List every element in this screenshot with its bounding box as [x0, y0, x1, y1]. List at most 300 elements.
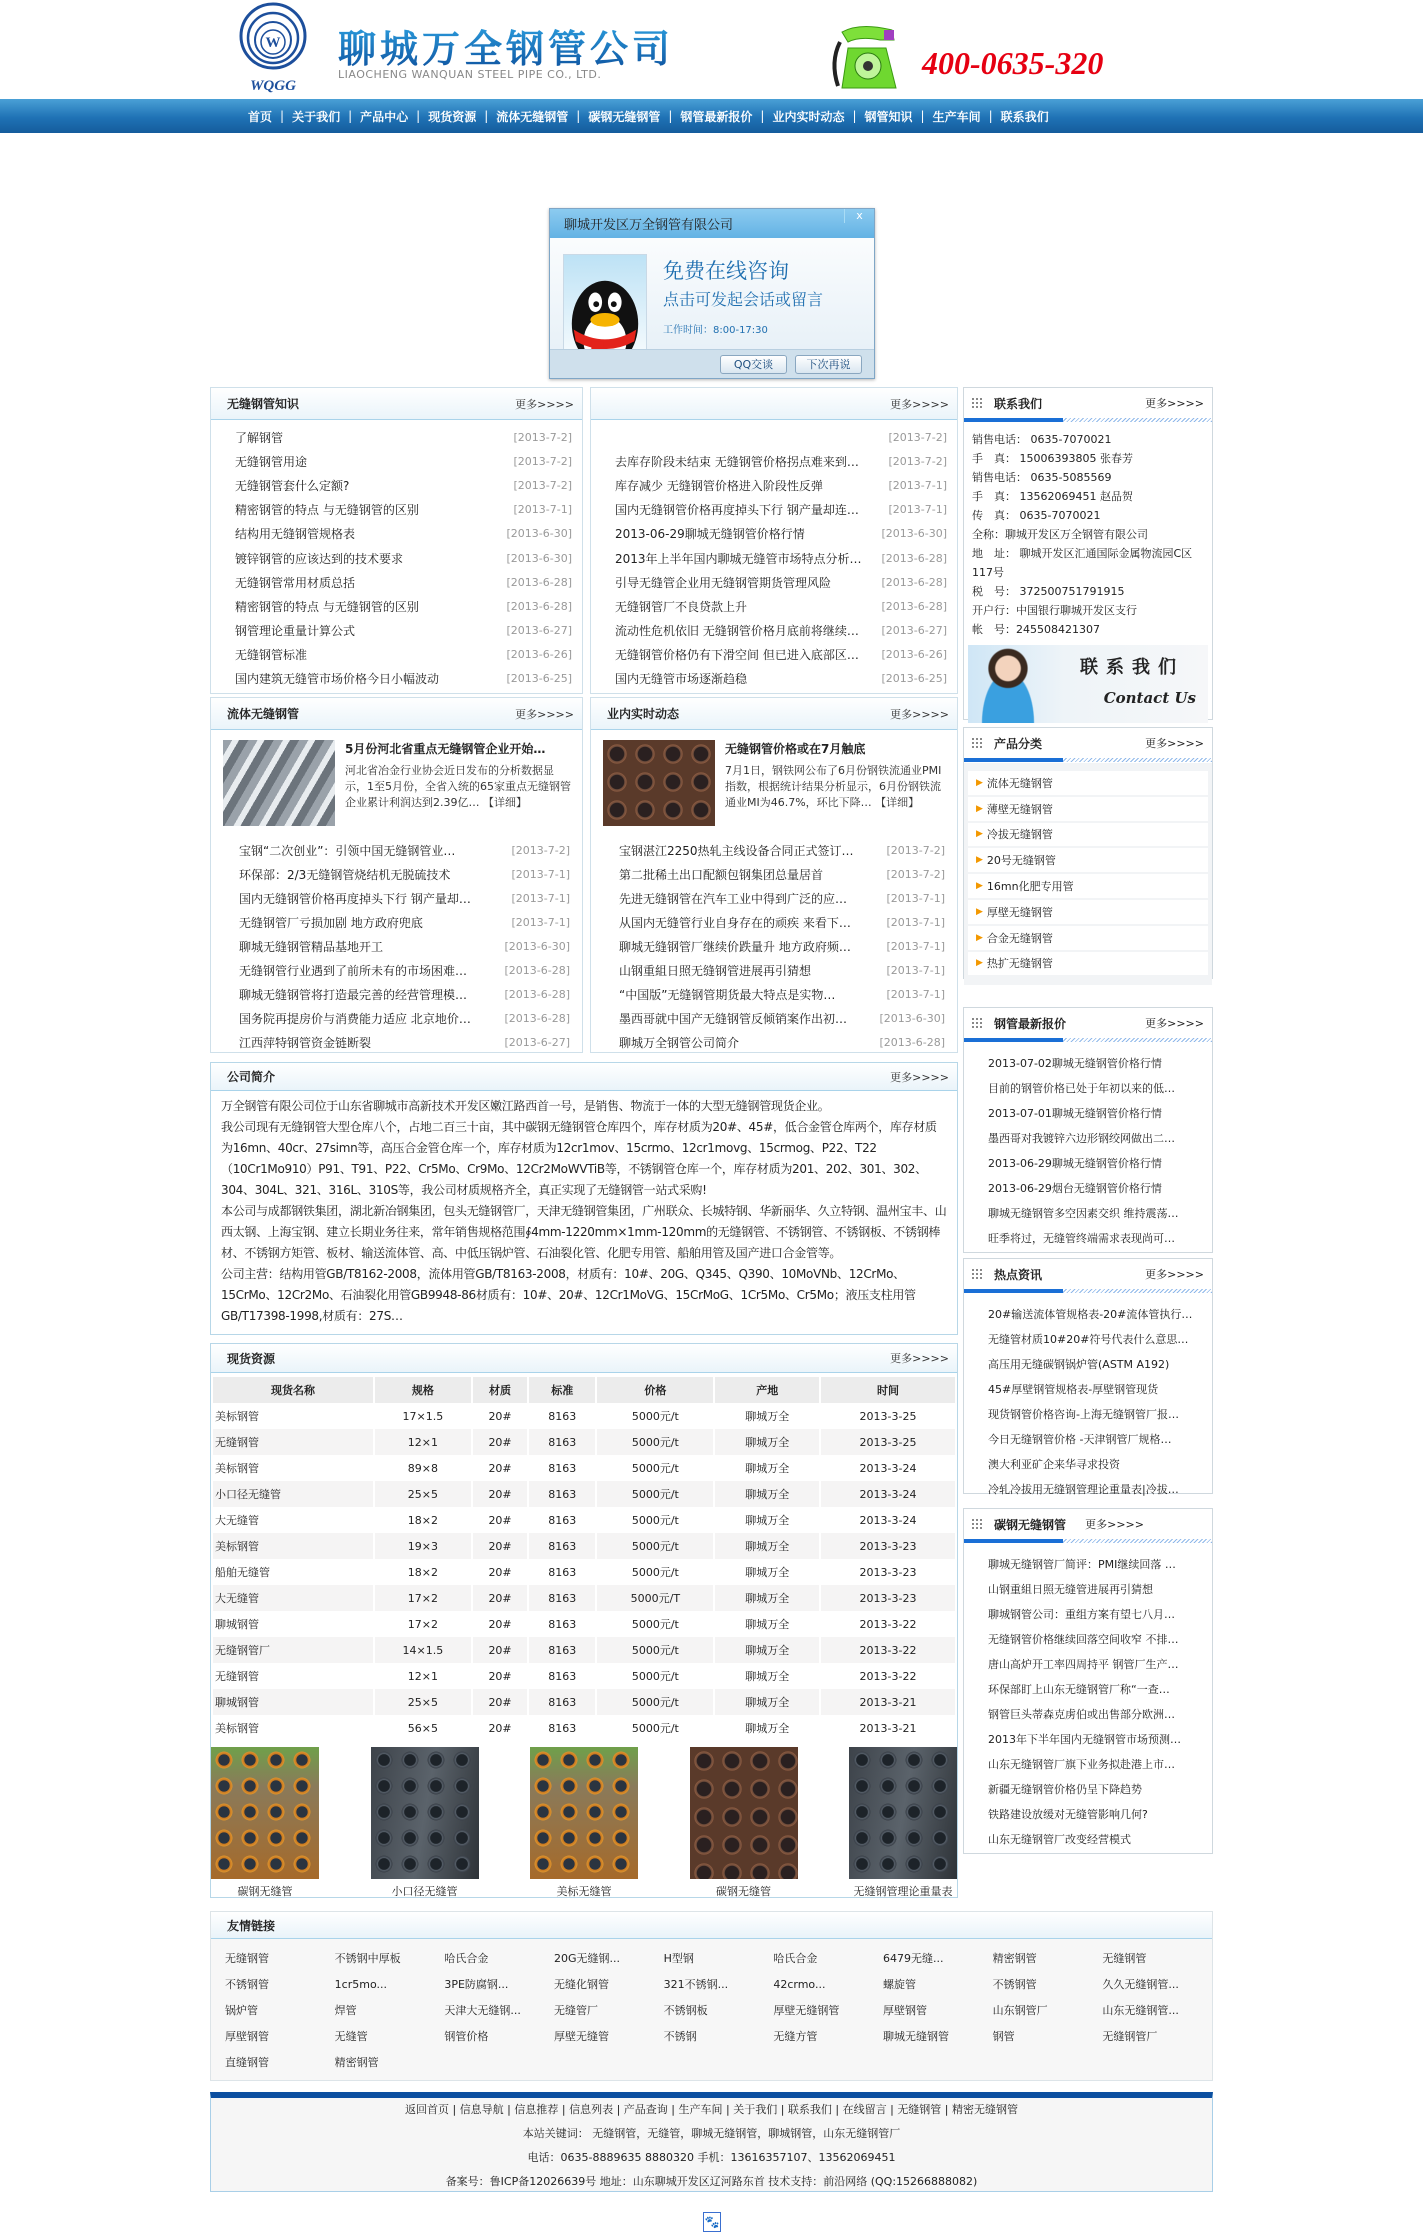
- list-item[interactable]: 山东无缝钢管厂旗下业务拟赴港上市…: [988, 1757, 1175, 1771]
- list-item[interactable]: [591, 886, 957, 910]
- featured-image[interactable]: [223, 740, 335, 826]
- table-cell: 聊城钢管: [215, 1618, 259, 1631]
- item-title[interactable]: 墨西哥就中国产无缝钢管反倾销案作出初…: [619, 1011, 848, 1026]
- category-item[interactable]: [968, 874, 1208, 898]
- box-title: 钢管最新报价: [994, 1016, 1067, 1031]
- item-title[interactable]: 聊城万全钢管公司简介: [619, 1035, 740, 1050]
- nav-item[interactable]: 现货资源: [428, 109, 477, 124]
- table-cell: 5000元/t: [631, 1566, 679, 1579]
- friend-link[interactable]: 哈氏合金: [773, 1952, 818, 1965]
- gallery-item[interactable]: [530, 1747, 638, 1899]
- category-item[interactable]: [968, 926, 1208, 950]
- more-link[interactable]: 更多>>>>: [515, 397, 574, 411]
- item-date: [2013-6-27]: [504, 1035, 570, 1049]
- category-label[interactable]: 合金无缝钢管: [986, 931, 1053, 945]
- stock-box: [210, 1343, 958, 1898]
- friend-link[interactable]: 321不锈钢...: [663, 1978, 729, 1991]
- product-image[interactable]: [211, 1747, 319, 1879]
- list-item[interactable]: [591, 862, 957, 886]
- table-row[interactable]: [213, 1507, 955, 1533]
- friend-link[interactable]: H型钢: [663, 1952, 694, 1965]
- contact-line: 税 号： 372500751791915: [972, 585, 1125, 598]
- list-item[interactable]: 高压用无缝碳钢锅炉管(ASTM A192): [988, 1357, 1170, 1371]
- footer-separator: |: [777, 2103, 788, 2116]
- more-link[interactable]: 更多>>>>: [1145, 397, 1204, 410]
- friend-link[interactable]: 锅炉管: [225, 2004, 258, 2017]
- list-item[interactable]: 聊城无缝钢管厂简评：PMI继续回落 …: [988, 1557, 1176, 1571]
- table-cell: 8163: [548, 1461, 577, 1475]
- product-image[interactable]: [690, 1747, 798, 1879]
- friend-link[interactable]: 焊管: [334, 2004, 357, 2017]
- friend-link[interactable]: 精密钢管: [992, 1952, 1037, 1965]
- item-title[interactable]: 无缝钢管用途: [235, 454, 308, 469]
- table-cell: 2013-3-21: [859, 1721, 917, 1735]
- item-title[interactable]: 无缝钢管价格仍有下滑空间 但已进入底部区…: [615, 648, 859, 663]
- gallery-caption[interactable]: 小口径无缝管: [391, 1885, 458, 1898]
- grid-icon: [972, 398, 982, 408]
- list-item[interactable]: [211, 643, 582, 667]
- friend-link[interactable]: 无缝钢管: [1102, 1952, 1147, 1965]
- nav-item[interactable]: 钢管最新报价: [680, 109, 753, 124]
- list-item[interactable]: [211, 449, 582, 473]
- nav-item[interactable]: 业内实时动态: [772, 109, 845, 124]
- item-title[interactable]: 钢管理论重量计算公式: [235, 624, 356, 639]
- list-item[interactable]: [591, 498, 957, 522]
- item-title[interactable]: 结构用无缝钢管规格表: [235, 527, 356, 542]
- list-item[interactable]: 2013-07-02聊城无缝钢管价格行情: [988, 1056, 1162, 1070]
- item-title[interactable]: 了解钢管: [235, 430, 284, 445]
- list-item[interactable]: 无缝钢管价格继续回落空间收窄 不排…: [988, 1632, 1179, 1646]
- list-item[interactable]: 澳大利亚矿企来华寻求投资: [988, 1457, 1120, 1471]
- list-item[interactable]: 环保部盯上山东无缝钢管厂称“一查…: [988, 1682, 1170, 1696]
- list-item[interactable]: 旺季将过，无缝管终端需求表现尚可…: [988, 1231, 1175, 1245]
- qq-chat-button[interactable]: QQ交谈: [720, 355, 787, 374]
- contact-box: [963, 387, 1213, 720]
- nav-item[interactable]: 首页: [248, 109, 273, 124]
- friend-link[interactable]: 无缝化钢管: [553, 1978, 609, 1991]
- table-cell: 8163: [529, 1429, 595, 1455]
- more-link[interactable]: 更多>>>>: [1085, 1518, 1144, 1531]
- fluid-pipe-box: [210, 697, 583, 1053]
- table-cell: 20#: [473, 1585, 528, 1611]
- table-row[interactable]: [213, 1715, 955, 1741]
- footer-link[interactable]: 联系我们: [787, 2103, 832, 2116]
- list-item[interactable]: [591, 594, 957, 618]
- friend-link[interactable]: 精密钢管: [334, 2056, 379, 2069]
- more-link[interactable]: 更多>>>>: [890, 707, 949, 721]
- product-image[interactable]: [530, 1747, 638, 1879]
- detail-link[interactable]: 【详细】: [875, 796, 920, 809]
- contact-line: 帐 号：245508421307: [972, 623, 1100, 636]
- friend-link[interactable]: 不锈钢: [663, 2030, 697, 2043]
- more-link[interactable]: 更多>>>>: [890, 397, 949, 411]
- list-item[interactable]: 唐山高炉开工率四周持平 钢管厂生产…: [988, 1657, 1179, 1671]
- footer-link[interactable]: 返回首页: [404, 2103, 449, 2116]
- more-link[interactable]: 更多>>>>: [515, 707, 574, 721]
- list-item[interactable]: [211, 667, 582, 691]
- arrow-icon: ▶: [976, 906, 983, 917]
- list-item[interactable]: [591, 982, 957, 1006]
- featured-title[interactable]: 5月份河北省重点无缝钢管企业开始…: [345, 742, 546, 756]
- list-item[interactable]: 无缝管材质10#20#符号代表什么意思…: [988, 1332, 1189, 1346]
- table-cell: 18×2: [407, 1513, 438, 1527]
- friend-link[interactable]: 3PE防腐钢...: [444, 1978, 509, 1991]
- list-item[interactable]: 目前的钢管价格已处于年初以来的低…: [988, 1081, 1175, 1095]
- item-title[interactable]: 从国内无缝管行业自身存在的顽疾 来看下…: [619, 915, 851, 930]
- item-date: [2013-7-1]: [511, 915, 570, 929]
- footer-separator: |: [722, 2103, 734, 2116]
- list-item[interactable]: [211, 1030, 582, 1054]
- list-item[interactable]: [591, 934, 957, 958]
- list-item[interactable]: 45#厚壁钢管规格表-厚壁钢管现货: [988, 1382, 1159, 1396]
- table-cell: 美标钢管: [215, 1462, 259, 1475]
- category-label[interactable]: 热扩无缝钢管: [986, 957, 1053, 971]
- later-button[interactable]: 下次再说: [795, 355, 862, 374]
- item-title[interactable]: 精密钢管的特点 与无缝钢管的区别: [235, 599, 419, 614]
- table-cell: 20#: [488, 1409, 512, 1423]
- featured-image[interactable]: [603, 740, 715, 826]
- friend-link[interactable]: 厚壁无缝管: [553, 2030, 609, 2043]
- item-date: [2013-6-26]: [881, 648, 947, 662]
- item-title[interactable]: 聊城无缝钢管将打造最完善的经营管理模…: [239, 987, 468, 1002]
- item-title[interactable]: 精密钢管的特点 与无缝钢管的区别: [235, 503, 419, 518]
- nav-item[interactable]: 产品中心: [360, 109, 409, 124]
- gallery-caption[interactable]: 碳钢无缝管: [237, 1885, 293, 1898]
- list-item[interactable]: [591, 425, 957, 449]
- table-cell: 聊城万全: [715, 1585, 819, 1611]
- contact-banner[interactable]: [968, 645, 1208, 723]
- list-item[interactable]: [211, 619, 582, 643]
- list-item[interactable]: 2013-06-29聊城无缝钢管价格行情: [988, 1156, 1162, 1170]
- table-row[interactable]: [213, 1585, 955, 1611]
- grid-icon: [972, 738, 982, 748]
- item-title[interactable]: 无缝钢管常用材质总括: [235, 575, 356, 590]
- list-item[interactable]: [211, 982, 582, 1006]
- more-link[interactable]: 更多>>>>: [1145, 737, 1204, 750]
- list-item[interactable]: [211, 473, 582, 497]
- box-title: 现货资源: [227, 1351, 276, 1366]
- category-item[interactable]: [968, 771, 1208, 795]
- item-date: [2013-7-1]: [886, 915, 945, 929]
- table-row[interactable]: [213, 1559, 955, 1585]
- category-label[interactable]: 流体无缝钢管: [986, 776, 1053, 790]
- category-label[interactable]: 16mn化肥专用管: [986, 880, 1074, 894]
- box-title: 碳钢无缝钢管: [994, 1517, 1067, 1532]
- list-item[interactable]: 现货钢管价格咨询-上海无缝钢管厂报…: [988, 1407, 1179, 1421]
- nav-item[interactable]: 钢管知识: [864, 109, 913, 124]
- friend-link[interactable]: 聊城无缝钢管: [882, 2030, 949, 2043]
- friend-link[interactable]: 不锈钢管: [992, 1978, 1037, 1991]
- category-label[interactable]: 冷拔无缝钢管: [986, 828, 1053, 842]
- friend-link[interactable]: 20G无缝钢...: [553, 1952, 620, 1965]
- table-row[interactable]: [213, 1403, 955, 1429]
- box-title: 公司简介: [227, 1070, 276, 1084]
- category-label[interactable]: 厚壁无缝钢管: [986, 905, 1053, 919]
- friend-link[interactable]: 厚壁钢管: [225, 2030, 269, 2043]
- list-item[interactable]: [211, 886, 582, 910]
- list-item[interactable]: [591, 449, 957, 473]
- item-title[interactable]: 宝钢湛江2250热轧主线设备合同正式签订…: [619, 843, 854, 858]
- nav-item[interactable]: 联系我们: [1000, 109, 1049, 124]
- list-item[interactable]: [591, 619, 957, 643]
- popup-subline[interactable]: 点击可发起会话或留言: [663, 290, 824, 309]
- list-item[interactable]: 钢管巨头蒂森克虏伯或出售部分欧洲…: [988, 1707, 1175, 1721]
- friend-link[interactable]: 钢管: [992, 2030, 1015, 2043]
- nav-item[interactable]: 流体无缝钢管: [496, 109, 569, 124]
- nav-item[interactable]: 生产车间: [932, 109, 981, 124]
- more-link[interactable]: 更多>>>>: [1145, 1017, 1204, 1030]
- category-label[interactable]: 薄壁无缝钢管: [986, 802, 1053, 816]
- friend-link[interactable]: 螺旋管: [882, 1978, 916, 1991]
- box-title: 产品分类: [994, 736, 1043, 751]
- list-item[interactable]: 2013-06-29烟台无缝钢管价格行情: [988, 1181, 1162, 1195]
- gallery-caption[interactable]: 无缝钢管理论重量表: [853, 1885, 953, 1898]
- list-item[interactable]: [211, 498, 582, 522]
- table-cell: 8163: [548, 1565, 577, 1579]
- category-item[interactable]: [968, 900, 1208, 924]
- friend-link[interactable]: 6479无缝...: [882, 1952, 944, 1965]
- list-item[interactable]: 冷轧冷拔用无缝钢管理论重量表|冷拔…: [988, 1482, 1179, 1496]
- list-item[interactable]: [211, 934, 582, 958]
- list-item[interactable]: [211, 910, 582, 934]
- item-title[interactable]: 宝钢“二次创业”：引领中国无缝钢管业…: [239, 843, 456, 858]
- friend-link[interactable]: 无缝钢管厂: [1102, 2030, 1158, 2043]
- item-title[interactable]: 去库存阶段未结束 无缝钢管价格拐点难来到…: [615, 454, 859, 469]
- gallery-caption[interactable]: 美标无缝管: [556, 1885, 612, 1898]
- friend-link[interactable]: 不锈钢板: [663, 2004, 708, 2017]
- product-image[interactable]: [849, 1747, 957, 1879]
- popup-headline[interactable]: 免费在线咨询: [663, 259, 789, 283]
- list-item[interactable]: 20#输送流体管规格表-20#流体管执行…: [988, 1307, 1193, 1321]
- footer-link[interactable]: 信息推荐: [514, 2103, 559, 2116]
- item-title[interactable]: 国内无缝管市场逐渐趋稳: [615, 672, 748, 687]
- footer-link[interactable]: 在线留言: [842, 2103, 887, 2116]
- friend-link[interactable]: 山东钢管厂: [992, 2004, 1048, 2017]
- item-title[interactable]: 国务院再提房价与消费能力适应 北京地价…: [239, 1011, 471, 1026]
- gallery-caption[interactable]: 碳钢无缝管: [716, 1885, 771, 1898]
- list-item[interactable]: 聊城钢管公司：重组方案有望七八月…: [988, 1607, 1175, 1621]
- table-cell: 20#: [473, 1689, 528, 1715]
- gallery-item[interactable]: [690, 1747, 798, 1899]
- footer-link[interactable]: 精密无缝钢管: [952, 2103, 1019, 2116]
- list-item[interactable]: [211, 522, 582, 546]
- list-item[interactable]: [591, 667, 957, 691]
- item-title[interactable]: 无缝钢管套什么定额?: [235, 478, 350, 493]
- table-cell: 12×1: [375, 1429, 471, 1455]
- item-title[interactable]: 第二批稀土出口配额包钢集团总量居首: [619, 867, 824, 882]
- list-item[interactable]: [591, 1030, 957, 1054]
- item-title[interactable]: 2013年上半年国内聊城无缝管市场特点分析…: [615, 551, 862, 566]
- more-link[interactable]: 更多>>>>: [890, 1352, 949, 1365]
- list-item[interactable]: [211, 1006, 582, 1030]
- item-title[interactable]: 先进无缝钢管在汽车工业中得到广泛的应…: [619, 891, 848, 906]
- friend-link[interactable]: 不锈钢管: [225, 1978, 269, 1991]
- list-item[interactable]: 山钢重組日照无缝管进展再引猜想: [988, 1582, 1153, 1596]
- item-title[interactable]: 无缝钢管厂不良贷款上升: [615, 599, 748, 614]
- item-date: [2013-7-1]: [511, 891, 570, 905]
- nav-item[interactable]: 碳钢无缝钢管: [588, 109, 661, 124]
- contact-line: 手 真： 15006393805 张春芳: [972, 452, 1133, 465]
- table-cell: 8163: [548, 1669, 577, 1683]
- list-item[interactable]: 墨西哥对我镀锌六边形钢绞网做出二…: [988, 1131, 1175, 1145]
- item-title[interactable]: 国内无缝钢管价格再度掉头下行 钢产量却…: [239, 891, 471, 906]
- nav-item[interactable]: 关于我们: [292, 109, 341, 124]
- list-item[interactable]: 今日无缝钢管价格 -天津钢管厂规格…: [988, 1432, 1172, 1446]
- footer-link[interactable]: 产品查询: [623, 2103, 668, 2116]
- item-date: [2013-6-28]: [881, 599, 947, 613]
- friend-link[interactable]: 哈氏合金: [444, 1952, 489, 1965]
- hot-news-box: [963, 1258, 1213, 1494]
- stats-paw-icon[interactable]: 🐾: [703, 2212, 721, 2232]
- list-item[interactable]: [591, 838, 957, 862]
- item-date: [2013-7-2]: [513, 478, 572, 492]
- table-cell: 2013-3-24: [859, 1461, 917, 1475]
- list-item[interactable]: [591, 1006, 957, 1030]
- company-logo[interactable]: [236, 2, 310, 94]
- hotline-number: 400-0635-320: [922, 45, 1104, 81]
- table-row[interactable]: [213, 1637, 955, 1663]
- item-date: [2013-6-30]: [879, 1011, 945, 1025]
- item-title[interactable]: 2013-06-29聊城无缝钢管价格行情: [615, 527, 805, 542]
- footer-phone: 电话：0635-8889635 8880320 手机：13616357107、13562069451: [527, 2151, 896, 2164]
- friend-link[interactable]: 厚壁无缝钢管: [773, 2004, 840, 2017]
- table-cell: 美标钢管: [213, 1533, 373, 1559]
- product-image[interactable]: [371, 1747, 479, 1879]
- list-item[interactable]: [591, 643, 957, 667]
- category-item[interactable]: [968, 823, 1208, 847]
- item-title[interactable]: 库存减少 无缝钢管价格进入阶段性反弹: [615, 478, 823, 493]
- featured-title[interactable]: 无缝钢管价格或在7月触底: [725, 742, 866, 756]
- list-item[interactable]: 聊城无缝钢管多空因素交织 维持震荡…: [988, 1206, 1179, 1220]
- table-cell: 聊城钢管: [213, 1689, 373, 1715]
- category-item[interactable]: [968, 952, 1208, 976]
- list-item[interactable]: [211, 570, 582, 594]
- item-title[interactable]: 国内无缝钢管价格再度掉头下行 钢产量却连…: [615, 503, 859, 518]
- list-item[interactable]: 山东无缝钢管厂改变经营模式: [988, 1832, 1131, 1846]
- table-row[interactable]: [213, 1481, 955, 1507]
- more-link[interactable]: 更多>>>>: [1145, 1268, 1204, 1281]
- item-title[interactable]: 国内建筑无缝管市场价格今日小幅波动: [235, 672, 440, 687]
- list-item[interactable]: 铁路建设放缓对无缝管影响几何?: [988, 1807, 1148, 1821]
- friend-link[interactable]: 42crmo...: [773, 1977, 826, 1991]
- nav-separator: |: [852, 109, 857, 123]
- gallery-item[interactable]: [371, 1747, 479, 1899]
- detail-link[interactable]: 【详细】: [483, 796, 527, 809]
- friend-link[interactable]: 无缝钢管: [225, 1952, 269, 1965]
- category-label[interactable]: 20号无缝钢管: [986, 854, 1056, 868]
- contact-line: 全称：聊城开发区万全钢管有限公司: [972, 528, 1148, 541]
- stock-table: [211, 1377, 957, 1741]
- table-row[interactable]: [213, 1689, 955, 1715]
- friend-link[interactable]: 山东无缝钢管...: [1102, 2004, 1179, 2017]
- list-item[interactable]: 2013年下半年国内无缝钢管市场预测…: [988, 1732, 1181, 1746]
- item-title[interactable]: 无缝钢管标准: [235, 648, 308, 663]
- table-cell: 2013-3-23: [821, 1585, 955, 1611]
- footer-link[interactable]: 生产车间: [678, 2103, 723, 2116]
- nav-separator: |: [348, 109, 353, 123]
- table-cell: 5000元/T: [597, 1585, 713, 1611]
- list-item[interactable]: [211, 862, 582, 886]
- item-title[interactable]: 山钢重組日照无缝钢管进展再引猜想: [619, 963, 812, 978]
- more-link[interactable]: 更多>>>>: [890, 1070, 949, 1084]
- list-item[interactable]: 2013-07-01聊城无缝钢管价格行情: [988, 1106, 1162, 1120]
- item-title[interactable]: 聊城无缝钢管精品基地开工: [239, 939, 384, 954]
- column-header: 规格: [375, 1377, 471, 1403]
- item-date: [2013-7-2]: [886, 843, 945, 857]
- friend-link[interactable]: 无缝管厂: [553, 2004, 598, 2017]
- list-item[interactable]: [591, 958, 957, 982]
- list-item[interactable]: [211, 958, 582, 982]
- table-row[interactable]: [213, 1533, 955, 1559]
- friend-link[interactable]: 厚壁钢管: [882, 2004, 927, 2017]
- table-cell: 5000元/t: [631, 1618, 679, 1631]
- arrow-icon: ▶: [976, 829, 983, 840]
- table-cell: 8163: [529, 1689, 595, 1715]
- box-title: 热点资讯: [994, 1267, 1043, 1282]
- friend-link[interactable]: 钢管价格: [444, 2030, 489, 2043]
- nav-separator: |: [280, 109, 285, 123]
- list-item[interactable]: [211, 594, 582, 618]
- list-item[interactable]: [591, 910, 957, 934]
- friend-link[interactable]: 1cr5mo...: [334, 1977, 387, 1991]
- friend-link[interactable]: 无缝方管: [773, 2030, 818, 2043]
- gallery-item[interactable]: [849, 1747, 957, 1899]
- friend-link[interactable]: 不锈钢中厚板: [334, 1952, 401, 1965]
- table-row[interactable]: [213, 1429, 955, 1455]
- featured-article: [591, 730, 957, 832]
- item-title[interactable]: 环保部：2/3无缝钢管烧结机无脱硫技术: [239, 867, 451, 882]
- list-item[interactable]: [591, 473, 957, 497]
- item-title[interactable]: “中国版”无缝钢管期货最大特点是实物…: [619, 987, 836, 1002]
- table-cell: 20#: [488, 1617, 512, 1631]
- table-row[interactable]: [213, 1663, 955, 1689]
- item-title[interactable]: 引导无缝管企业用无缝钢管期货管理风险: [615, 575, 832, 590]
- list-item[interactable]: [211, 838, 582, 862]
- footer-link[interactable]: 信息导航: [459, 2103, 504, 2116]
- friend-link[interactable]: 无缝管: [334, 2030, 368, 2043]
- category-item[interactable]: [968, 797, 1208, 821]
- footer-link[interactable]: 无缝钢管: [897, 2103, 942, 2116]
- table-cell: 25×5: [375, 1481, 471, 1507]
- item-title[interactable]: 江西萍特钢管资金链断裂: [239, 1035, 372, 1050]
- list-item[interactable]: [591, 546, 957, 570]
- item-title[interactable]: 镀锌钢管的应该达到的技术要求: [235, 551, 404, 566]
- friend-link[interactable]: 天津大无缝钢...: [444, 2004, 521, 2017]
- item-title[interactable]: 聊城无缝钢管厂继续价跌量升 地方政府频…: [619, 939, 851, 954]
- list-item[interactable]: [211, 425, 582, 449]
- table-row[interactable]: [213, 1611, 955, 1637]
- nav-separator: |: [484, 109, 489, 123]
- list-item[interactable]: [591, 570, 957, 594]
- table-cell: 14×1.5: [375, 1637, 471, 1663]
- friend-link[interactable]: 久久无缝钢管...: [1102, 1978, 1179, 1991]
- list-item[interactable]: [211, 546, 582, 570]
- table-cell: 20#: [488, 1721, 512, 1735]
- footer-link[interactable]: 信息列表: [569, 2103, 614, 2116]
- friend-link[interactable]: 直缝钢管: [225, 2056, 269, 2069]
- item-title[interactable]: 流动性危机依旧 无缝钢管价格月底前将继续…: [615, 624, 859, 639]
- category-item[interactable]: [968, 848, 1208, 872]
- industry-news-box: [590, 697, 958, 1053]
- list-item[interactable]: [591, 522, 957, 546]
- footer-link[interactable]: 关于我们: [733, 2103, 778, 2116]
- item-title[interactable]: 无缝钢管行业遇到了前所未有的市场困难…: [239, 963, 468, 978]
- list-item[interactable]: 新疆无缝钢管价格仍呈下降趋势: [988, 1782, 1142, 1796]
- item-title[interactable]: 无缝钢管厂亏损加剧 地方政府兜底: [239, 915, 423, 930]
- close-icon[interactable]: x: [844, 209, 874, 223]
- table-row[interactable]: [213, 1455, 955, 1481]
- gallery-item[interactable]: [211, 1747, 319, 1899]
